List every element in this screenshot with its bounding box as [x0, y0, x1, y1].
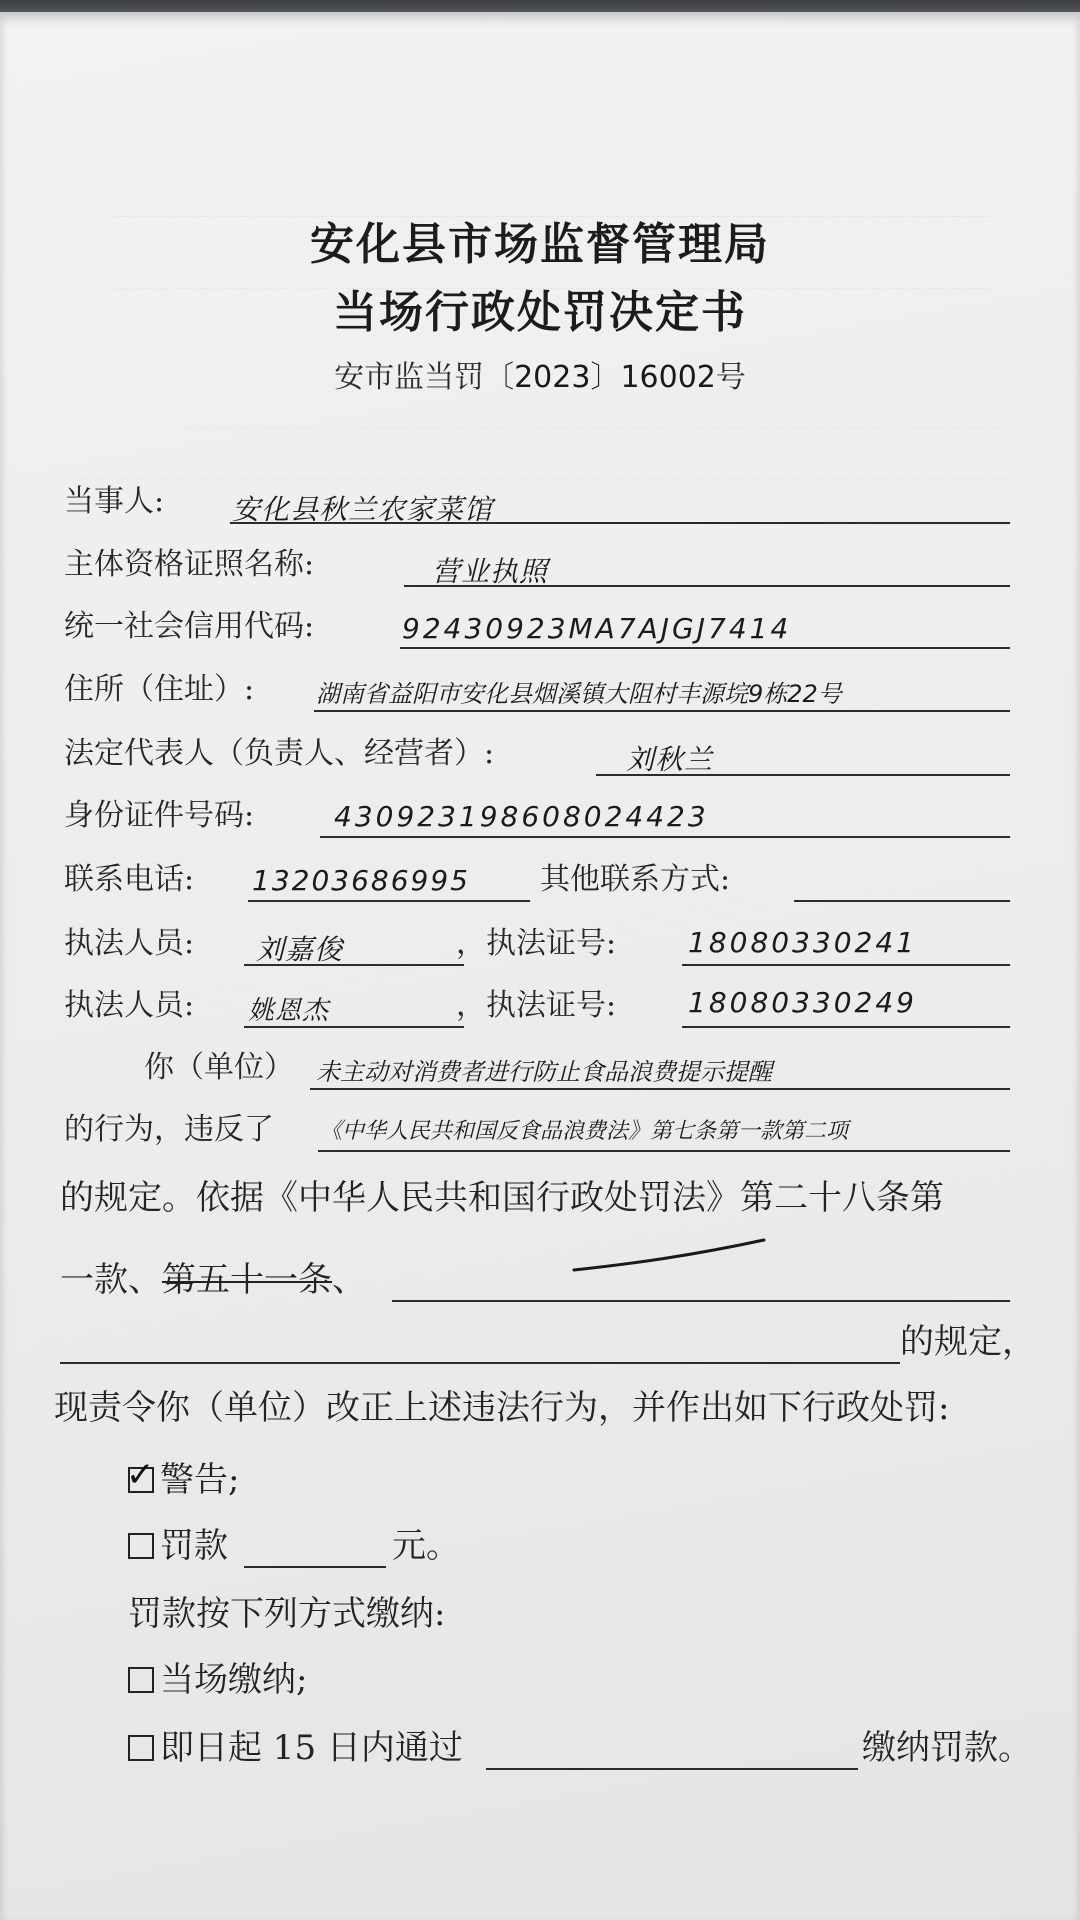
clause-comma: 、 [332, 1260, 366, 1300]
officer2-cert-label: ，执法证号: [456, 988, 617, 1023]
clause-line [60, 1258, 366, 1302]
fine-checkbox[interactable] [128, 1533, 154, 1559]
license-label: 主体资格证照名称: [64, 547, 315, 582]
payment-heading: 罚款按下列方式缴纳: [128, 1594, 446, 1634]
fine-amount-field [244, 1526, 386, 1568]
fifteen-days-checkbox[interactable] [128, 1735, 154, 1761]
phone-value: 13203686995 [252, 864, 470, 897]
onsite-checkbox[interactable] [128, 1667, 154, 1693]
violation-prefix: 的行为，违反了 [64, 1112, 274, 1147]
party-value: 安化县秋兰农家菜馆 [232, 493, 494, 526]
option-warning [126, 1455, 240, 1502]
provision-field [60, 1322, 900, 1364]
id-value: 430923198608024423 [334, 800, 709, 833]
legal-rep-value: 刘秋兰 [626, 743, 714, 776]
fine-unit: 元。 [392, 1526, 460, 1566]
violation-value: 《中华人民共和国反食品浪费法》第七条第一款第二项 [320, 1119, 849, 1144]
id-label: 身份证件号码: [64, 798, 255, 833]
payment-channel-field [486, 1728, 858, 1770]
doc-number-year: 〔2023〕 [484, 360, 621, 395]
officer1-cert: 18080330241 [688, 926, 917, 959]
address-value: 湖南省益阳市安化县烟溪镇大阻村丰源垸9栋22号 [316, 680, 842, 708]
clause-prefix: 一款、 [60, 1260, 162, 1300]
provision-end: 的规定， [900, 1322, 1036, 1362]
officer1-label: 执法人员: [64, 926, 195, 961]
handwritten-strike-mark [570, 1234, 770, 1278]
payment-15days-suffix: 缴纳罚款。 [862, 1728, 1032, 1768]
warning-checkbox[interactable] [126, 1455, 155, 1495]
document-title-line2: 当场行政处罚决定书 [333, 287, 747, 338]
payment-onsite-label: 当场缴纳; [160, 1660, 308, 1700]
officer1-name: 刘嘉俊 [256, 933, 344, 966]
credit-code-label: 统一社会信用代码: [64, 609, 315, 644]
officer2-name: 姚恩杰 [248, 996, 330, 1026]
officer1-cert-label: ，执法证号: [456, 926, 617, 961]
license-value: 营业执照 [432, 555, 549, 588]
payment-15days-label: 即日起 15 日内通过 [160, 1728, 463, 1768]
doc-number-suffix: 号 [715, 360, 746, 395]
option-fine-label: 罚款 [160, 1526, 228, 1566]
clause-struck-text: 第五十一条 [162, 1260, 332, 1300]
bleed-through-mark [80, 442, 1010, 479]
address-label: 住所（住址）: [64, 672, 255, 707]
document-title-line1: 安化县市场监督管理局 [310, 219, 770, 270]
bleed-through-mark [180, 392, 1010, 429]
document-number [0, 352, 1080, 396]
payment-onsite [128, 1658, 307, 1702]
legal-rep-label: 法定代表人（负责人、经营者）: [64, 736, 495, 771]
you-unit-label: 你（单位） [144, 1050, 294, 1085]
officer2-label: 执法人员: [64, 988, 195, 1023]
behavior-value: 未主动对消费者进行防止食品浪费提示提醒 [316, 1058, 772, 1086]
option-warning-label: 警告; [160, 1460, 240, 1500]
doc-number-prefix: 安市监当罚 [334, 360, 485, 395]
credit-code-value: 92430923MA7AJGJ7414 [402, 612, 792, 645]
phone-label: 联系电话: [64, 862, 195, 897]
document-page [0, 12, 1080, 1920]
officer2-cert: 18080330249 [688, 986, 917, 1019]
order-line: 现责令你（单位）改正上述违法行为，并作出如下行政处罚: [54, 1388, 950, 1428]
other-contact-field [794, 860, 1010, 902]
legal-basis-line: 的规定。依据《中华人民共和国行政处罚法》第二十八条第 [60, 1178, 944, 1218]
other-contact-label: 其他联系方式: [540, 862, 731, 897]
payment-15days [128, 1726, 463, 1770]
checkmark-icon: ✓ [126, 1455, 155, 1495]
doc-number-serial: 16002 [620, 360, 716, 395]
party-label: 当事人: [64, 484, 165, 519]
option-fine [128, 1524, 228, 1568]
